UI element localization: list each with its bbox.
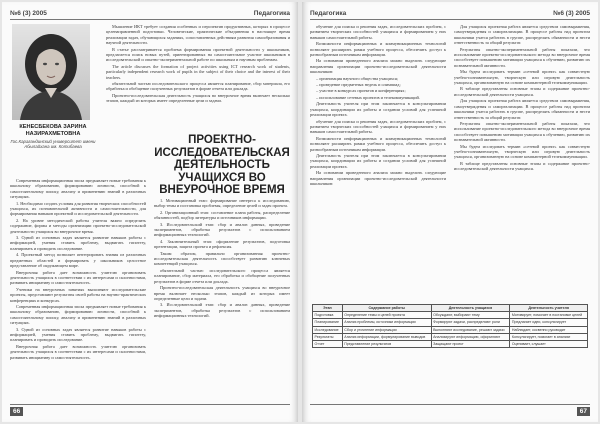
body-paragraph: Внеурочная работа дает возможность учителю организовать деятельность учащихся в соответствии с их интересами и склонностями, развивать инициативу и самостоятельность.	[10, 343, 146, 360]
right-page	[302, 2, 598, 422]
body-paragraph: На основании проведенного анализа можно выделить следующие направления организации проектно-исследовательской деятельности школьников:	[310, 170, 446, 186]
body-paragraph: 3. Одной из основных задач является развитие навыков работы с информацией, умения ставить проблему, выдвигать гипотезу, планировать и проводить исследование.	[10, 235, 146, 251]
left-page-number: 66	[10, 407, 23, 416]
left-running-header	[10, 8, 290, 20]
body-paragraph: Проектно-исследовательская деятельность учащихся во внеурочное время включает несколько этапов, каждый из которых имеет определенные цели и задачи.	[154, 285, 290, 301]
body-paragraph: 3. Исследовательский этап: сбор и анализ данных, проведение экспериментов, обработка результатов с использованием информационных технологий.	[154, 221, 290, 238]
body-paragraph: 1. Необходимо создать условия для развития творческих способностей учащихся, их познавательной активности и самостоятельности, для формирования навыков проектной и исследовательской деятельности.	[10, 200, 146, 217]
body-paragraph: 1. Мотивационный этап: формирование интереса к исследованию, выбор темы и постановка проблемы, определение целей и задач проекта.	[154, 198, 290, 209]
body-paragraph: – организация научного общества учащихся;	[316, 75, 398, 81]
left-header-issue: №6 (3) 2005	[10, 10, 47, 17]
body-paragraph: Возможности информационных и коммуникационных технологий позволяют расширить рамки учебного процесса, обеспечить доступ к разнообразным источникам информации.	[310, 135, 446, 152]
left-page	[2, 2, 298, 422]
body-paragraph: В таблице представлены основные этапы и содержание проектно-исследовательской деятельности учащихся.	[454, 86, 590, 97]
author-affiliation: Гос.Карагандинский университет имени Абылайхана им. Котибаева	[10, 139, 96, 150]
table-cell: Анализируют информацию, оформляют	[431, 333, 510, 340]
body-paragraph: 2. Организационный этап: составление плана работы, распределение обязанностей, подбор литературы и источников информации.	[154, 209, 290, 221]
table-row	[313, 319, 588, 326]
right-page-number: 67	[577, 407, 590, 416]
table-cell: Анализ информации, формулирование выводов	[342, 333, 431, 340]
body-paragraph: 3. Исследовательский этап: сбор и анализ данных, проведение экспериментов, обработка результатов с использованием информационных технологий.	[154, 302, 290, 319]
abstract-paragraph: Проектно-исследовательская деятельность учащихся во внеурочное время включает несколько этапов, каждый из которых имеет определенные цели и задачи.	[106, 92, 290, 104]
table-row	[313, 333, 588, 340]
table-cell: Исследование	[313, 326, 343, 333]
table-cell: Мотивирует, помогает в постановке целей	[510, 312, 588, 319]
table-cell: Наблюдает, косвенно руководит	[510, 326, 588, 333]
abstract-paragraph: Мышление ИКТ требует создания особенных и перспектив продуктивных, которых в процессе целенаправленной подготовки. Человеческие, практические объединения в настоящее время реализации задач, обучающихся заданиях, сопоставленных действиям развития самообразования и научной деятельности.	[106, 24, 290, 46]
table-cell: Представление результатов	[342, 341, 431, 348]
body-paragraph: обучение для поиска и решения задач, исследовательских проблем, с развитием творческих способностей учащихся и формированием у них навыков самостоятельной работы.	[310, 24, 446, 40]
body-paragraph: Современная информационная эпоха предъявляет новые требования к школьному образованию, формированию личности, способной к самостоятельному поиску, анализу и применению знаний в различных ситуациях.	[10, 178, 146, 200]
abstract-paragraph: The article discusses the formation of project activities using ICT research work of students, particularly independent research work of pupils in the subject of their choice and the interest of their teachers.	[106, 63, 290, 80]
body-paragraph: В таблице представлены основные этапы и содержание проектно-исследовательской деятельности учащихся.	[454, 160, 590, 172]
left-body-column-2	[154, 198, 290, 404]
body-paragraph: Мы будем исследовать термин «сетевой проект» как совместную учебно-познавательную, творческую или игровую деятельность учащихся, организованную на основе компьютерной телекоммуникации.	[454, 143, 590, 160]
left-footer	[10, 404, 290, 416]
abstract-paragraph: обязательной частью исследовательского процесса является планирование, сбор материала, его обработка и обобщение полученных результатов в форме отчета или доклада.	[106, 81, 290, 92]
table-cell: Подготовка	[313, 312, 343, 319]
table-row	[313, 341, 588, 348]
body-paragraph: обучение для поиска и решения задач, исследовательских проблем, с развитием творческих способностей учащихся и формированием у них навыков самостоятельной работы.	[310, 118, 446, 135]
body-paragraph: 2. На уровне методической работы учителя важно определить содержание, формы и методы организации проектно-исследовательской деятельности учащихся во внеурочное время.	[10, 217, 146, 234]
right-header-section: Педагогика	[310, 10, 347, 17]
table-cell: Формируют задачи, распределяют роли	[431, 319, 510, 326]
table-row	[313, 326, 588, 333]
table-cell: Планирование	[313, 319, 343, 326]
body-paragraph: – использование сетевых проектов и телекоммуникаций.	[316, 94, 420, 100]
body-paragraph: Деятельность учителя при этом заключается в консультировании учащихся, координации их работы и создании условий для успешной реализации проекта.	[310, 152, 446, 169]
author-portrait-image	[12, 24, 90, 120]
body-paragraph: Мы будем исследовать термин «сетевой проект» как совместную учебно-познавательную, творческую или игровую деятельность учащихся, организованную на основе компьютерной телекоммуникации.	[454, 69, 590, 86]
right-body-column-1	[310, 24, 446, 298]
right-footer	[310, 404, 590, 416]
body-paragraph: – участие в конкурсах проектов и конференциях;	[316, 88, 406, 94]
author-name: КЕНЕСБЕКОВА ЗАРИНА НАЗИРАХМЕТОВНА	[19, 124, 87, 137]
table-cell: Обсуждают, выбирают тему	[431, 312, 510, 319]
table-cell: Определение темы и целей проекта	[342, 312, 431, 319]
table-cell: Защищают проект	[431, 341, 510, 348]
table-row	[313, 312, 588, 319]
right-body-column-2	[454, 24, 590, 298]
body-paragraph: Таким образом, правильно организованная проектно-исследовательская деятельность способствует развитию ключевых компетенций учащихся.	[154, 250, 290, 267]
body-paragraph: Для учащихся проектная работа является средством самовыражения, самоутверждения и самореализации. В процессе работы над проектом школьники учатся работать в группе, распределять обязанности и нести ответственность за общий результат.	[454, 24, 590, 46]
right-header-issue: №6 (3) 2005	[553, 10, 590, 17]
table-cell: Отчет	[313, 341, 343, 348]
author-block	[10, 124, 96, 150]
body-paragraph: Для учащихся проектная работа является средством самовыражения, самоутверждения и самореализации. В процессе работы над проектом школьники учатся работать в группе, распределять обязанности и нести ответственность за общий результат.	[454, 98, 590, 120]
body-paragraph: 4. Проектный метод позволяет интегрировать знания из различных предметных областей и формировать у школьников целостное представление об окружающем мире.	[10, 252, 146, 269]
body-paragraph: Возможности информационных и коммуникационных технологий позволяют расширить рамки учебного процесса, обеспечить доступ к разнообразным источникам информации.	[310, 41, 446, 58]
article-title: ПРОЕКТНО-ИССЛЕДОВАТЕЛЬСКАЯ ДЕЯТЕЛЬНОСТЬ УЧАЩИХСЯ ВО ВНЕУРОЧНОЕ ВРЕМЯ	[154, 134, 290, 196]
left-body-column-1	[10, 178, 146, 404]
body-paragraph: На основании проведенного анализа можно выделить следующие направления организации проектно-исследовательской деятельности школьников:	[310, 58, 446, 75]
left-header-section: Педагогика	[253, 10, 290, 17]
table-header-row	[313, 305, 588, 312]
body-paragraph: 4. Заключительный этап: оформление результатов, подготовка презентации, защита проекта и рефлексия.	[154, 238, 290, 250]
author-photo	[12, 24, 90, 120]
table-cell: Анализ проблемы, источники информации	[342, 319, 431, 326]
abstract-block	[106, 24, 290, 128]
body-paragraph: Современная информационная эпоха предъявляет новые требования к школьному образованию, формированию личности, способной к самостоятельному поиску, анализу и применению знаний в различных ситуациях.	[10, 303, 146, 326]
body-paragraph: Ученики на внеурочных занятиях выполняют исследовательские проекты, представляют результаты своей работы на научно-практических конференциях и конкурсах.	[10, 286, 146, 303]
abstract-paragraph: В статье рассматривается проблема формирования проектной деятельности у школьников, предлагается поиск новых путей, ориентированных на самостоятельное участие школьников в исследовательской и опытно-экспериментальной работе по школьным и научным проблемам.	[106, 46, 290, 63]
body-paragraph: Результаты опытно-экспериментальной работы показали, что использование проектно-исследовательского метода во внеурочное время способствует повышению мотивации учащихся к обучению, развитию их познавательной активности.	[454, 46, 590, 68]
stages-table	[312, 304, 588, 348]
table-cell: Предлагает идеи, консультирует	[510, 319, 588, 326]
table-cell: Сбор и уточнение информации	[342, 326, 431, 333]
table-header-cell: Этап	[313, 305, 343, 312]
body-paragraph: – проведение предметных недель и олимпиад;	[316, 82, 401, 88]
right-running-header	[310, 8, 590, 20]
body-paragraph: Внеурочная работа дает возможность учителю организовать деятельность учащихся в соответствии с их интересами и склонностями, развивать инициативу и самостоятельность.	[10, 269, 146, 286]
table-cell: Выполняют исследование, решают задачи	[431, 326, 510, 333]
body-paragraph: 3. Одной из основных задач является развитие навыков работы с информацией, умения ставить проблему, выдвигать гипотезу, планировать и проводить исследование.	[10, 326, 146, 343]
body-paragraph: Результаты опытно-экспериментальной работы показали, что использование проектно-исследовательского метода во внеурочное время способствует повышению мотивации учащихся к обучению, развитию их познавательной активности.	[454, 120, 590, 143]
table-header-cell: Содержание работы	[342, 305, 431, 312]
table-cell: Результаты	[313, 333, 343, 340]
body-paragraph: обязательной частью исследовательского процесса является планирование, сбор материала, его обработка и обобщение полученных результатов в форме отчета или доклада.	[154, 267, 290, 284]
body-paragraph: Деятельность учителя при этом заключается в консультировании учащихся, координации их работы и создании условий для успешной реализации проекта.	[310, 101, 446, 118]
table-header-cell: Деятельность учителя	[510, 305, 588, 312]
table-header-cell: Деятельность учащихся	[431, 305, 510, 312]
table-cell: Консультирует, помогает в анализе	[510, 333, 588, 340]
table-cell: Оценивает, слушает	[510, 341, 588, 348]
